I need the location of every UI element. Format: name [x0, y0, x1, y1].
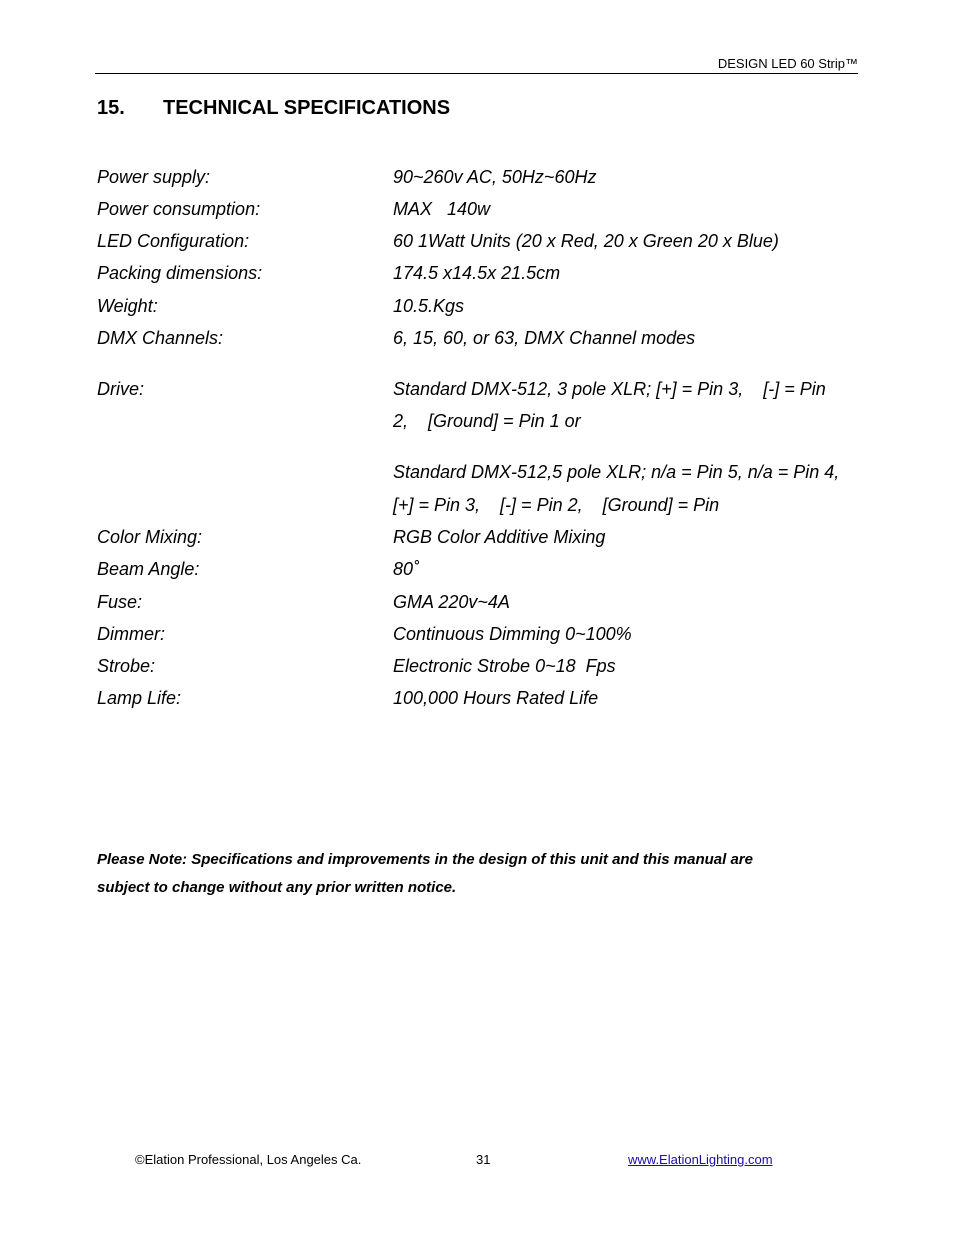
spec-label: LED Configuration: [97, 231, 250, 251]
section-number: 15. [97, 97, 125, 119]
spec-label: Weight: [97, 296, 158, 316]
spec-label: Dimmer: [97, 624, 165, 644]
spec-label: Lamp Life: [97, 688, 182, 708]
spec-value: 90~260v AC, 50Hz~60Hz [393, 167, 597, 187]
spec-value: 2, [Ground] = Pin 1 or [393, 411, 581, 431]
spec-value: Electronic Strobe 0~18 Fps [393, 656, 616, 676]
spec-label: Drive: [97, 379, 145, 399]
section-heading [97, 97, 450, 120]
spec-value: RGB Color Additive Mixing [393, 527, 606, 547]
spec-value: 174.5 x14.5x 21.5cm [393, 263, 561, 283]
section-title: TECHNICAL SPECIFICATIONS [163, 97, 451, 119]
spec-label: Power consumption: [97, 199, 261, 219]
spec-value: 6, 15, 60, or 63, DMX Channel modes [393, 328, 696, 348]
spec-value: GMA 220v~4A [393, 592, 510, 612]
note-line-1: Please Note: Specifications and improvements in the design of this unit and this manual are [97, 851, 753, 868]
document-title: DESIGN LED 60 Strip™ [717, 56, 858, 71]
website-link[interactable]: www.ElationLighting.com [628, 1152, 773, 1167]
spec-value: 100,000 Hours Rated Life [393, 688, 599, 708]
spec-label: Power supply: [97, 167, 211, 187]
spec-value: 10.5.Kgs [393, 296, 465, 316]
spec-label: Strobe: [97, 656, 156, 676]
spec-label: DMX Channels: [97, 328, 224, 348]
spec-label: Fuse: [97, 592, 143, 612]
spec-value: MAX 140w [393, 199, 491, 219]
header-divider [95, 73, 858, 74]
footer-copyright: ©Elation Professional, Los Angeles Ca. [135, 1152, 362, 1167]
spec-value: Continuous Dimming 0~100% [393, 624, 632, 644]
spec-value: Standard DMX-512, 3 pole XLR; [+] = Pin 3, [-] = Pin [393, 379, 826, 399]
page-number: 31 [476, 1152, 491, 1167]
spec-label: Color Mixing: [97, 527, 203, 547]
note-line-2: subject to change without any prior written notice. [97, 879, 457, 896]
spec-label: Packing dimensions: [97, 263, 263, 283]
spec-label: Beam Angle: [97, 559, 200, 579]
spec-value: 80˚ [393, 559, 420, 579]
spec-value: Standard DMX-512,5 pole XLR; n/a = Pin 5, n/a = Pin 4, [393, 462, 840, 482]
spec-value: 60 1Watt Units (20 x Red, 20 x Green 20 x Blue) [393, 231, 779, 251]
spec-value: [+] = Pin 3, [-] = Pin 2, [Ground] = Pin [393, 495, 720, 515]
